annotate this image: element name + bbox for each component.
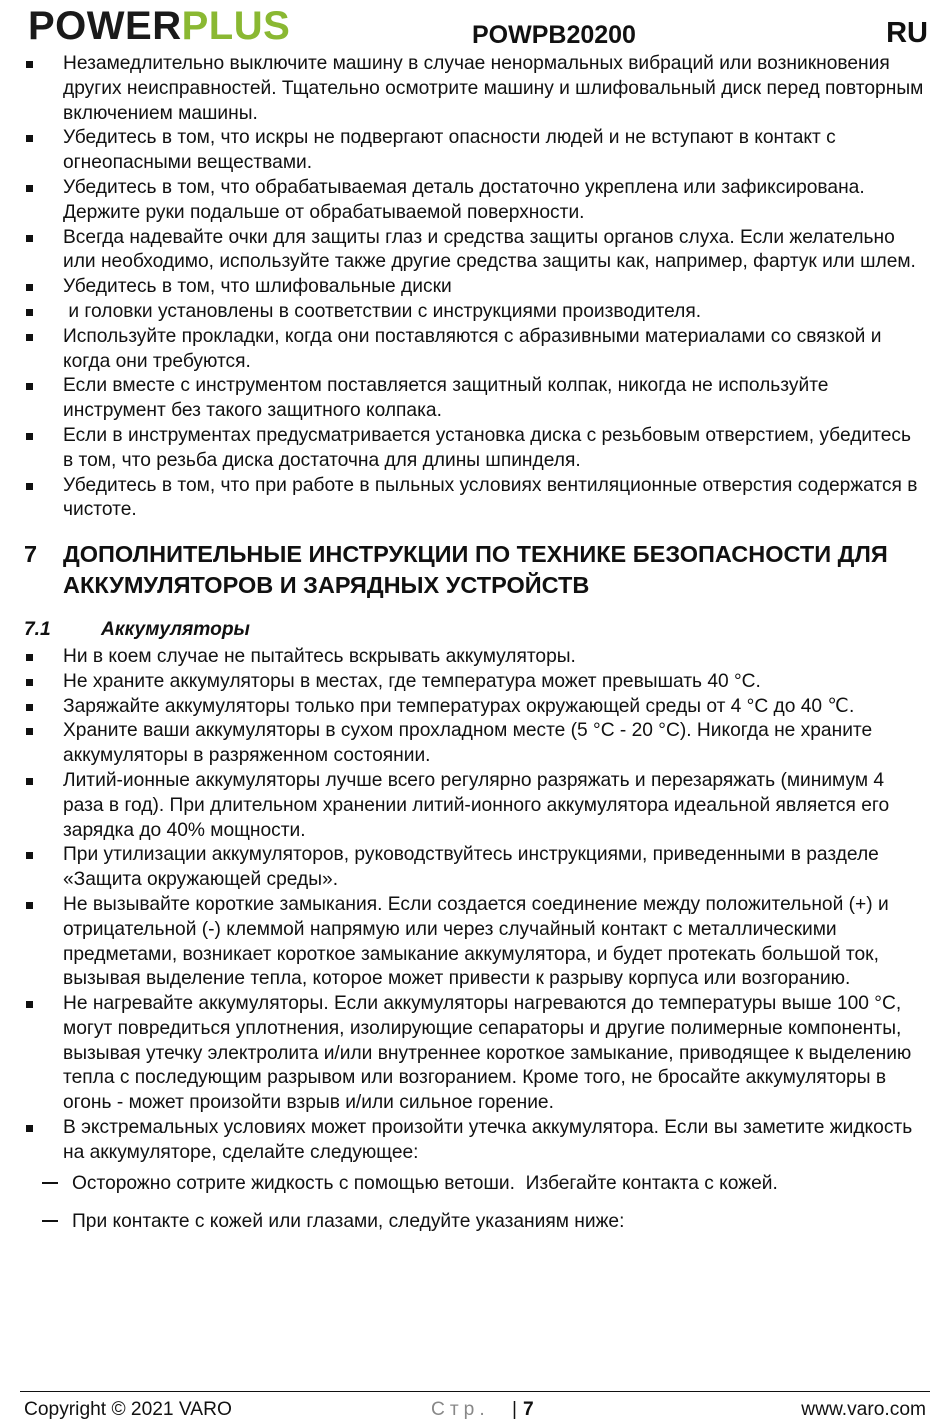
bullet-square-icon	[26, 704, 33, 711]
bullet-text: Не нагревайте аккумуляторы. Если аккумуляторы нагреваются до температуры выше 100 °C, могут повредиться уплотнения, изолирующие сепараторы и другие полимерные компоненты, вызывая утечку электролита и/или внутреннее короткое замыкание, приводящее к выделению тепла с последующим разрывом или возгоранием. Кроме того, не бросайте аккумуляторы в огонь - может произойти взрыв и/или сильное горение.	[63, 993, 912, 1114]
bullet-text: В экстремальных условиях может произойти утечка аккумулятора. Если вы заметите жидкость на аккумуляторе, сделайте следующее:	[63, 1117, 913, 1163]
bullet-square-icon	[26, 728, 33, 735]
bullet-text: Заряжайте аккумуляторы только при температурах окружающей среды от 4 °C до 40 ℃.	[63, 695, 855, 717]
section-heading	[24, 539, 924, 600]
bullet-item	[24, 1116, 924, 1166]
bullet-text: Если вместе с инструментом поставляется защитный колпак, никогда не используйте инструмент без такого защитного колпака.	[63, 375, 829, 422]
bullet-text: Убедитесь в том, что обрабатываемая деталь достаточно укреплена или зафиксирована. Держите руки подальше от обрабатываемой поверхности.	[63, 176, 865, 223]
section-title: ДОПОЛНИТЕЛЬНЫЕ ИНСТРУКЦИИ ПО ТЕХНИКЕ БЕЗОПАСНОСТИ ДЛЯ АККУМУЛЯТОРОВ И ЗАРЯДНЫХ УСТРОЙСТВ	[63, 541, 888, 598]
bullet-item	[24, 719, 924, 769]
language-code: RU	[886, 17, 928, 49]
bullet-item	[24, 843, 924, 893]
section-number: 7	[24, 541, 38, 568]
bullet-item	[24, 769, 924, 843]
dash-text: Осторожно сотрите жидкость с помощью ветоши. Избегайте контакта с кожей.	[72, 1172, 778, 1194]
bullet-square-icon	[26, 902, 33, 909]
bullet-text: Используйте прокладки, когда они поставляются с абразивными материалами со связкой и когда они требуются.	[63, 325, 882, 372]
bullet-square-icon	[26, 433, 33, 440]
bullet-text: Убедитесь в том, что шлифовальные диски	[63, 276, 452, 298]
footer-copyright: Copyright © 2021 VARO	[24, 1399, 232, 1420]
safety-bullet-list	[24, 52, 924, 523]
bullet-square-icon	[26, 309, 33, 316]
bullet-square-icon	[26, 654, 33, 661]
brand-logo	[28, 4, 290, 48]
bullet-text: Ни в коем случае не пытайтесь вскрывать аккумуляторы.	[63, 645, 576, 667]
page-content	[24, 52, 924, 1249]
bullet-item	[24, 670, 924, 695]
bullet-square-icon	[26, 334, 33, 341]
bullet-square-icon	[26, 679, 33, 686]
bullet-square-icon	[26, 383, 33, 390]
bullet-item	[24, 374, 924, 424]
subsection-number: 7.1	[24, 619, 51, 641]
bullet-square-icon	[26, 1125, 33, 1132]
bullet-item	[24, 424, 924, 474]
bullet-text: и головки установлены в соответствии с инструкциями производителя.	[63, 300, 702, 322]
bullet-square-icon	[26, 284, 33, 291]
footer-website: www.varo.com	[801, 1399, 926, 1420]
bullet-square-icon	[26, 135, 33, 142]
bullet-text: При утилизации аккумуляторов, руководствуйтесь инструкциями, приведенными в разделе «Защита окружающей среды».	[63, 844, 879, 891]
bullet-item	[24, 893, 924, 992]
battery-bullet-list	[24, 645, 924, 1166]
dash-item	[24, 1210, 924, 1235]
bullet-square-icon	[26, 483, 33, 490]
bullet-text: Убедитесь в том, что при работе в пыльных условиях вентиляционные отверстия содержатся в чистоте.	[63, 474, 918, 521]
footer-divider	[20, 1391, 930, 1392]
footer-page-label: Стр.	[431, 1399, 490, 1420]
bullet-text: Не вызывайте короткие замыкания. Если создается соединение между положительной (+) и отрицательной (-) клеммой напрямую или через случайный контакт с металлическими предметами, возникает короткое замыкание аккумулятора, и будет протекать большой ток, вызывая выделение тепла, которое может привести к разрыву корпуса или возгоранию.	[63, 893, 889, 990]
dash-item	[24, 1172, 924, 1197]
bullet-item	[24, 645, 924, 670]
logo-part-plus: PLUS	[181, 4, 291, 48]
bullet-item	[24, 176, 924, 226]
bullet-text: Если в инструментах предусматривается установка диска с резьбовым отверстием, убедитесь в том, что резьба диска достаточна для длины шпинделя.	[63, 424, 911, 471]
subsection-heading	[24, 618, 924, 643]
subsection-title: Аккумуляторы	[101, 619, 250, 641]
bullet-item	[24, 275, 924, 300]
bullet-text: Всегда надевайте очки для защиты глаз и средства защиты органов слуха. Если желательно или необходимо, используйте также другие средства защиты как, например, фартук или шлем.	[63, 226, 916, 273]
dash-icon	[42, 1220, 58, 1222]
bullet-text: Не храните аккумуляторы в местах, где температура может превышать 40 °C.	[63, 670, 761, 692]
bullet-text: Незамедлительно выключите машину в случае ненормальных вибраций или возникновения других неисправностей. Тщательно осмотрите машину и шлифовальный диск перед повторным включением машины.	[63, 53, 924, 124]
logo-part-power: POWER	[28, 4, 182, 48]
bullet-square-icon	[26, 852, 33, 859]
footer-page-number: 7	[523, 1399, 534, 1420]
dash-icon	[42, 1182, 58, 1184]
dash-text: При контакте с кожей или глазами, следуйте указаниям ниже:	[72, 1211, 625, 1233]
bullet-item	[24, 52, 924, 126]
bullet-item	[24, 226, 924, 276]
bullet-square-icon	[26, 185, 33, 192]
bullet-square-icon	[26, 61, 33, 68]
bullet-item	[24, 300, 924, 325]
bullet-text: Литий-ионные аккумуляторы лучше всего регулярно разряжать и перезаряжать (минимум 4 раза в год). При длительном хранении литий-ионного аккумулятора идеальной является его зарядка до 40% мощности.	[63, 769, 890, 841]
dash-list	[24, 1172, 924, 1236]
bullet-square-icon	[26, 1001, 33, 1008]
model-number: POWPB20200	[472, 21, 636, 49]
page-header	[0, 0, 950, 52]
footer-separator: |	[512, 1399, 517, 1420]
bullet-text: Убедитесь в том, что искры не подвергают опасности людей и не вступают в контакт с огнеопасными веществами.	[63, 127, 836, 174]
bullet-item	[24, 474, 924, 524]
bullet-item	[24, 695, 924, 720]
bullet-square-icon	[26, 235, 33, 242]
bullet-item	[24, 126, 924, 176]
bullet-item	[24, 325, 924, 375]
bullet-text: Храните ваши аккумуляторы в сухом прохладном месте (5 °C - 20 °C). Никогда не храните аккумуляторы в разряженном состоянии.	[63, 720, 873, 767]
bullet-square-icon	[26, 778, 33, 785]
bullet-item	[24, 992, 924, 1116]
